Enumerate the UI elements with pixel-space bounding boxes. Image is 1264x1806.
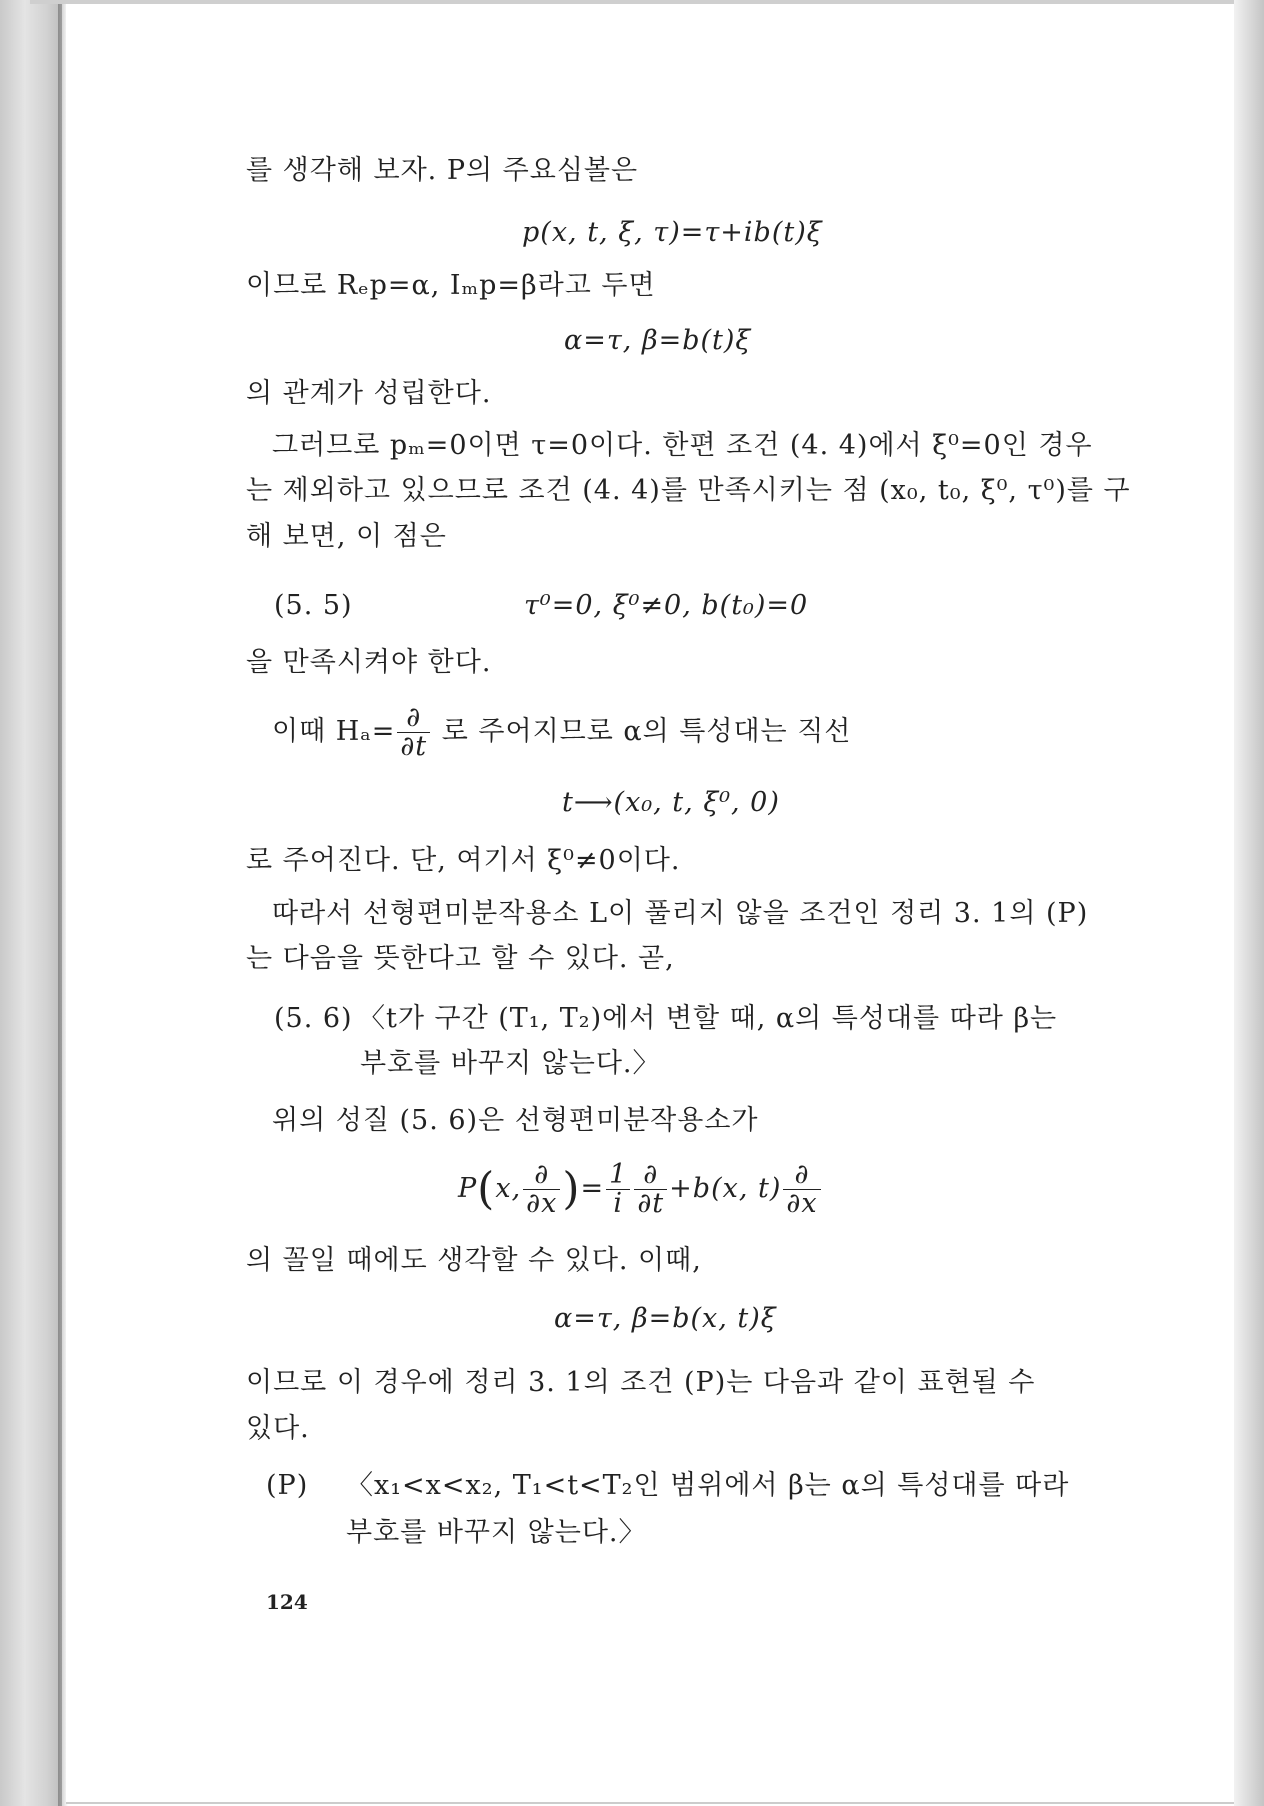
text-line: 이므로 Rₑp=α, Iₘp=β라고 두면 xyxy=(246,270,656,301)
text-line: 해 보면, 이 점은 xyxy=(246,521,447,552)
condition-5-6-line-1: 〈t가 구간 (T₁, T₂)에서 변할 때, α의 특성대를 따라 β는 xyxy=(358,1003,1058,1034)
fraction-denominator: ∂x xyxy=(526,1188,558,1219)
text-segment: 로 주어지므로 α의 특성대는 직선 xyxy=(441,716,852,747)
fraction-numerator: 1 xyxy=(606,1161,630,1190)
operator-arg: x, xyxy=(495,1173,522,1204)
text-line: 있다. xyxy=(246,1413,310,1444)
text-line: 따라서 선형편미분작용소 L이 풀리지 않을 조건인 정리 3. 1의 (P) xyxy=(272,898,1089,929)
fraction-denominator: ∂x xyxy=(786,1188,818,1219)
equation-principal-symbol: p(x, t, ξ, τ)=τ+ib(t)ξ xyxy=(522,217,823,248)
equation-number: (5. 5) xyxy=(274,590,353,621)
text-line: 위의 성질 (5. 6)은 선형편미분작용소가 xyxy=(272,1105,759,1136)
page-number: 124 xyxy=(266,1590,308,1614)
text-line: 이므로 이 경우에 정리 3. 1의 조건 (P)는 다음과 같이 표현될 수 xyxy=(246,1367,1036,1398)
text-line: 을 만족시켜야 한다. xyxy=(246,647,492,678)
text-line: 의 관계가 성립한다. xyxy=(246,378,492,409)
text-line: 를 생각해 보자. P의 주요심볼은 xyxy=(246,155,639,186)
fraction-numerator: ∂ xyxy=(523,1161,560,1190)
fraction-d-dx xyxy=(783,1161,820,1218)
fraction-d-dt xyxy=(634,1161,667,1218)
text-line: 로 주어진다. 단, 여기서 ξ⁰≠0이다. xyxy=(246,845,681,876)
fraction-denominator: i xyxy=(613,1188,624,1219)
fraction-one-i xyxy=(606,1161,630,1218)
fraction-denominator: ∂t xyxy=(400,731,428,762)
equation-operator-P xyxy=(458,1159,823,1220)
operator-symbol: P xyxy=(458,1173,478,1204)
condition-P-line-2: 부호를 바꾸지 않는다.〉 xyxy=(346,1517,647,1548)
text-segment: 이때 Hₐ= xyxy=(272,716,396,747)
page-right-edge xyxy=(1234,0,1264,1806)
fraction-numerator: ∂ xyxy=(634,1161,667,1190)
condition-P-line-1: 〈x₁<x<x₂, T₁<t<T₂인 범위에서 β는 α의 특성대를 따라 xyxy=(346,1470,1070,1501)
fraction-d-dx xyxy=(523,1161,560,1218)
text-line: 는 제외하고 있으므로 조건 (4. 4)를 만족시키는 점 (x₀, t₀, ξ⁰, τ⁰)를 구 xyxy=(246,475,1131,506)
text-line: 는 다음을 뜻한다고 할 수 있다. 곧, xyxy=(246,943,675,974)
right-paren: ) xyxy=(562,1163,581,1215)
equals-sign: = xyxy=(580,1173,605,1204)
equation-5-5: τ⁰=0, ξ⁰≠0, b(t₀)=0 xyxy=(524,590,809,621)
equation-number: (5. 6) xyxy=(274,1003,353,1034)
condition-label: (P) xyxy=(266,1470,309,1501)
text-line: 의 꼴일 때에도 생각할 수 있다. 이때, xyxy=(246,1245,702,1276)
fraction-numerator: ∂ xyxy=(397,704,430,733)
equation-characteristic-line: t⟶(x₀, t, ξ⁰, 0) xyxy=(562,787,780,818)
fraction-d-dt xyxy=(397,704,430,761)
text-line: 그러므로 pₘ=0이면 τ=0이다. 한편 조건 (4. 4)에서 ξ⁰=0인 경우 xyxy=(272,430,1093,461)
fraction-numerator: ∂ xyxy=(783,1161,820,1190)
text-line-with-fraction xyxy=(272,704,851,761)
book-page xyxy=(66,4,1234,1804)
operator-term: +b(x, t) xyxy=(669,1173,782,1204)
book-spine xyxy=(0,0,62,1806)
equation-alpha-beta-xt: α=τ, β=b(x, t)ξ xyxy=(554,1303,777,1334)
condition-5-6-line-2: 부호를 바꾸지 않는다.〉 xyxy=(360,1048,661,1079)
fraction-denominator: ∂t xyxy=(637,1188,665,1219)
equation-alpha-beta: α=τ, β=b(t)ξ xyxy=(564,325,752,356)
left-paren: ( xyxy=(477,1163,496,1215)
